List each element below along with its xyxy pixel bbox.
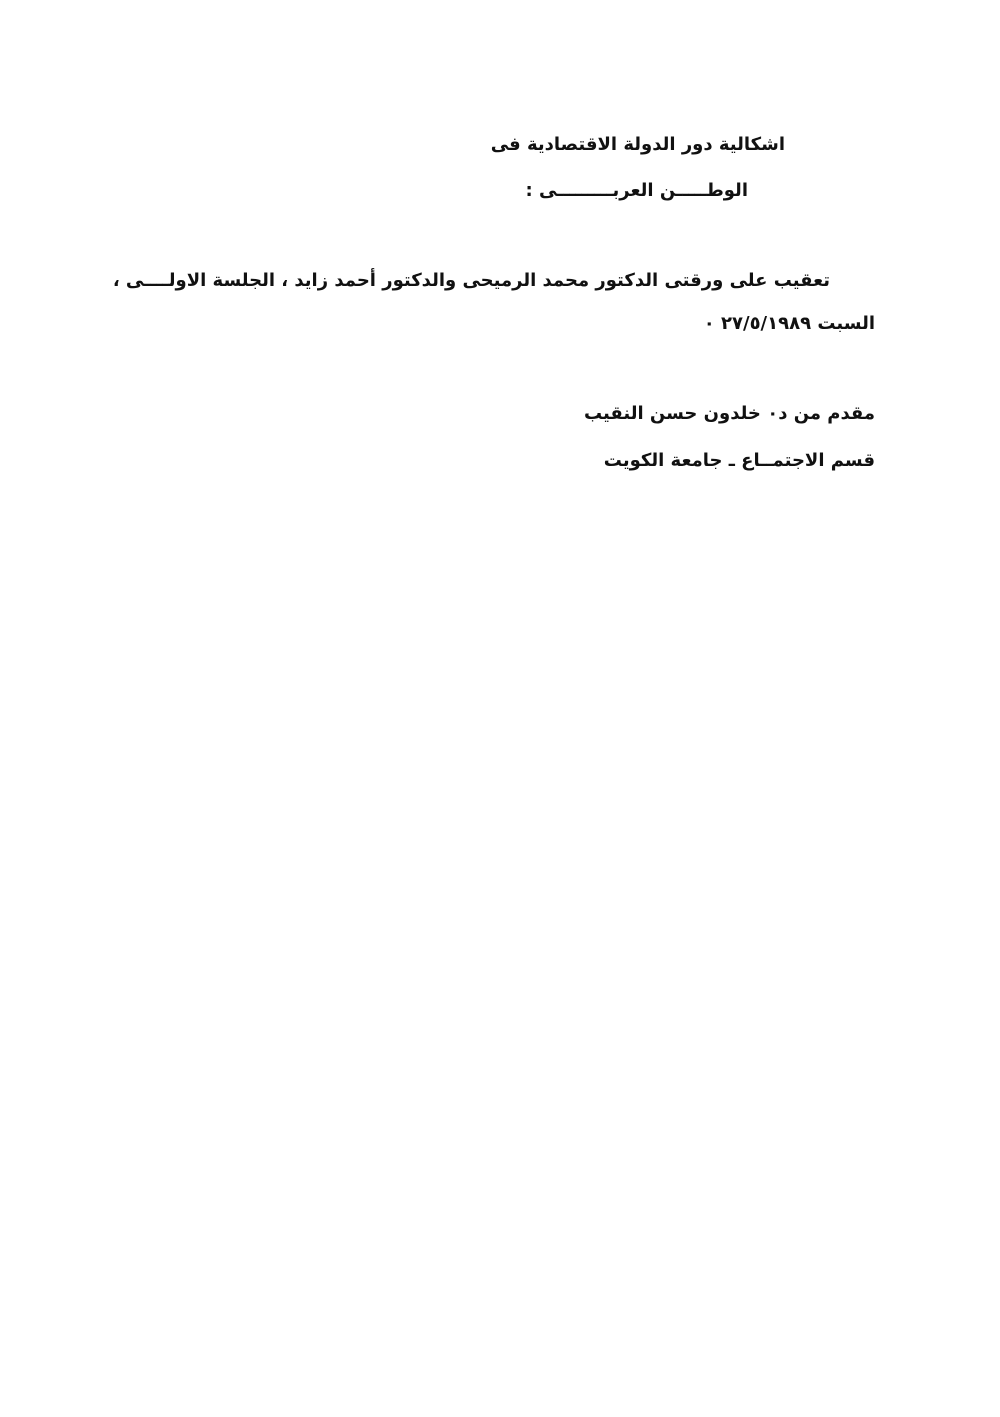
title-line-2: الوطـــــن العربـــــــــى : <box>525 180 748 201</box>
affiliation-line: قسم الاجتمــاع ـ جامعة الكويت <box>603 450 875 471</box>
title-line-1: اشكالية دور الدولة الاقتصادية فى <box>490 134 785 155</box>
presenter-line: مقدم من د٠ خلدون حسن النقيب <box>583 403 875 424</box>
commentary-line-1: تعقيب على ورقتى الدكتور محمد الرميحى والدكتور أحمد زايد ، الجلسة الاولــــى ، <box>112 270 830 291</box>
commentary-date-line: السبت ٢٧/٥/١٩٨٩ ٠ <box>703 313 875 334</box>
